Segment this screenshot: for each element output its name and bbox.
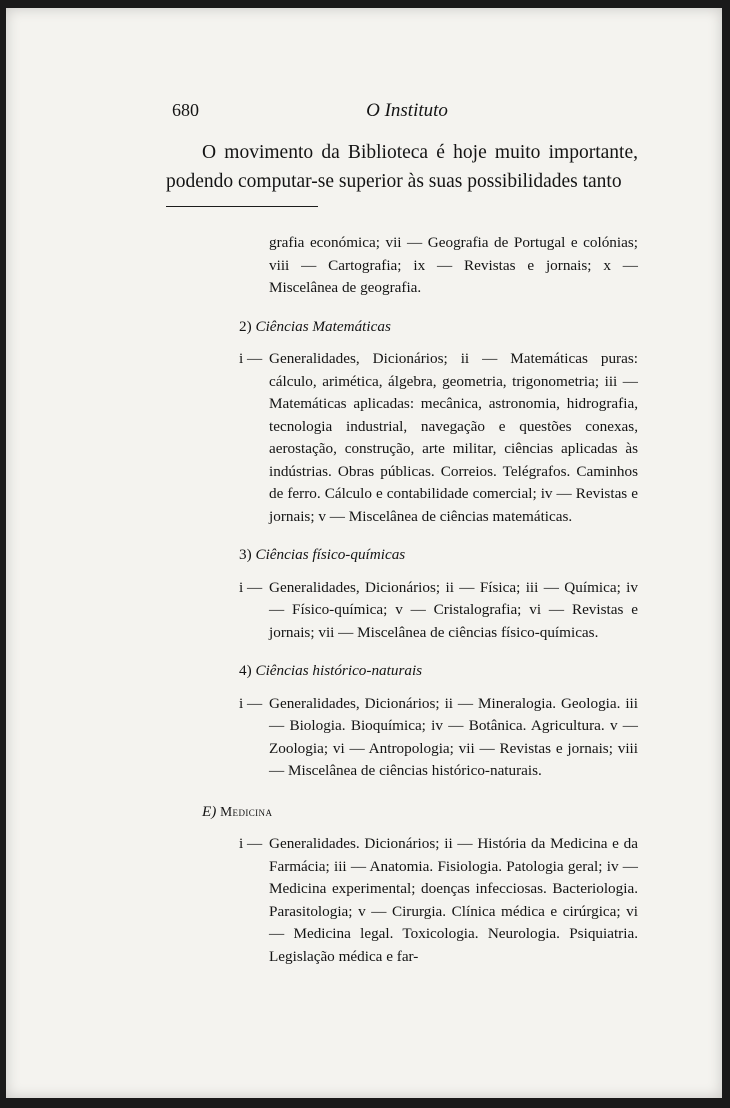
main-text: [166, 138, 638, 196]
entry-text: Generalidades. Dicionários; ii — História da Medicina e da Farmácia; iii — Anatomia. Fisiologia. Patologia geral; iv — Medicina experimental; doenças infecciosas. Bacteriologia. Parasitologia; v — Cirurgia. Clínica médica e cirúrgica; vi — Medicina legal. Toxicologia. Neurologia. Psiquiatria. Legislação médica e far-: [269, 835, 638, 965]
section-title: Ciências histórico-naturais: [255, 662, 423, 679]
section-title: Ciências Matemáticas: [255, 317, 391, 335]
section-entry-fisico-quimicas: [239, 577, 638, 645]
section-number: 4): [239, 662, 252, 679]
entry-text: Generalidades, Dicionários; ii — Matemáticas puras: cálculo, arimética, álgebra, geometria, trigonometria; iii — Matemáticas aplicadas: mecânica, astronomia, hidrografia, tecnologia industrial, navegação e questões conexas, aerostação, construção, arte militar, ciências aplicadas às indústrias. Obras públicas. Correios. Telégrafos. Caminhos de ferro. Cálculo e contabilidade comercial; iv — Revistas e jornais; v — Miscelânea de ciências matemáticas.: [269, 350, 638, 525]
running-head: [172, 100, 642, 126]
section-number: 3): [239, 546, 252, 563]
page-number: 680: [172, 100, 199, 120]
footnote-rule: [166, 206, 318, 207]
letter-title: Medicina: [220, 803, 273, 819]
entry-lead: i —: [239, 350, 263, 367]
journal-title: O Instituto: [366, 100, 448, 121]
main-paragraph: O movimento da Biblioteca é hoje muito importante, podendo computar-se superior às suas possibilidades tanto: [166, 142, 638, 192]
section-title: Ciências físico-químicas: [255, 546, 406, 563]
entry-text: Generalidades, Dicionários; ii — Física; iii — Química; iv — Físico-química; v — Cristalografia; vi — Revistas e jornais; vii — Miscelânea de ciências físico-químicas.: [269, 578, 638, 641]
section-heading-fisico-quimicas: [239, 544, 638, 567]
section-entry-medicina: [239, 833, 638, 968]
section-heading-matematicas: [239, 316, 638, 339]
entry-lead: i —: [239, 694, 263, 712]
entry-text: Generalidades, Dicionários; ii — Mineralogia. Geologia. iii — Biologia. Bioquímica; iv — Botânica. Agricultura. v — Zoologia; vi — Antropologia; vii — Revistas e jornais; viii — Miscelânea de ciências histórico-naturais.: [269, 694, 638, 779]
letter-label: E): [202, 802, 217, 820]
letter-heading-medicina: [202, 801, 638, 824]
entry-lead: i —: [239, 578, 263, 596]
section-number: 2): [239, 317, 252, 335]
section-heading-historico-naturais: [239, 660, 638, 683]
continuation-text: grafia económica; vii — Geografia de Portugal e colónias; viii — Cartografia; ix — Revistas e jornais; x — Miscelânea de geografia.: [269, 234, 638, 296]
section-entry-historico-naturais: [239, 693, 638, 783]
footnote-notes: [166, 232, 638, 968]
section-entry-matematicas: [239, 348, 638, 528]
entry-lead: i —: [239, 835, 263, 852]
